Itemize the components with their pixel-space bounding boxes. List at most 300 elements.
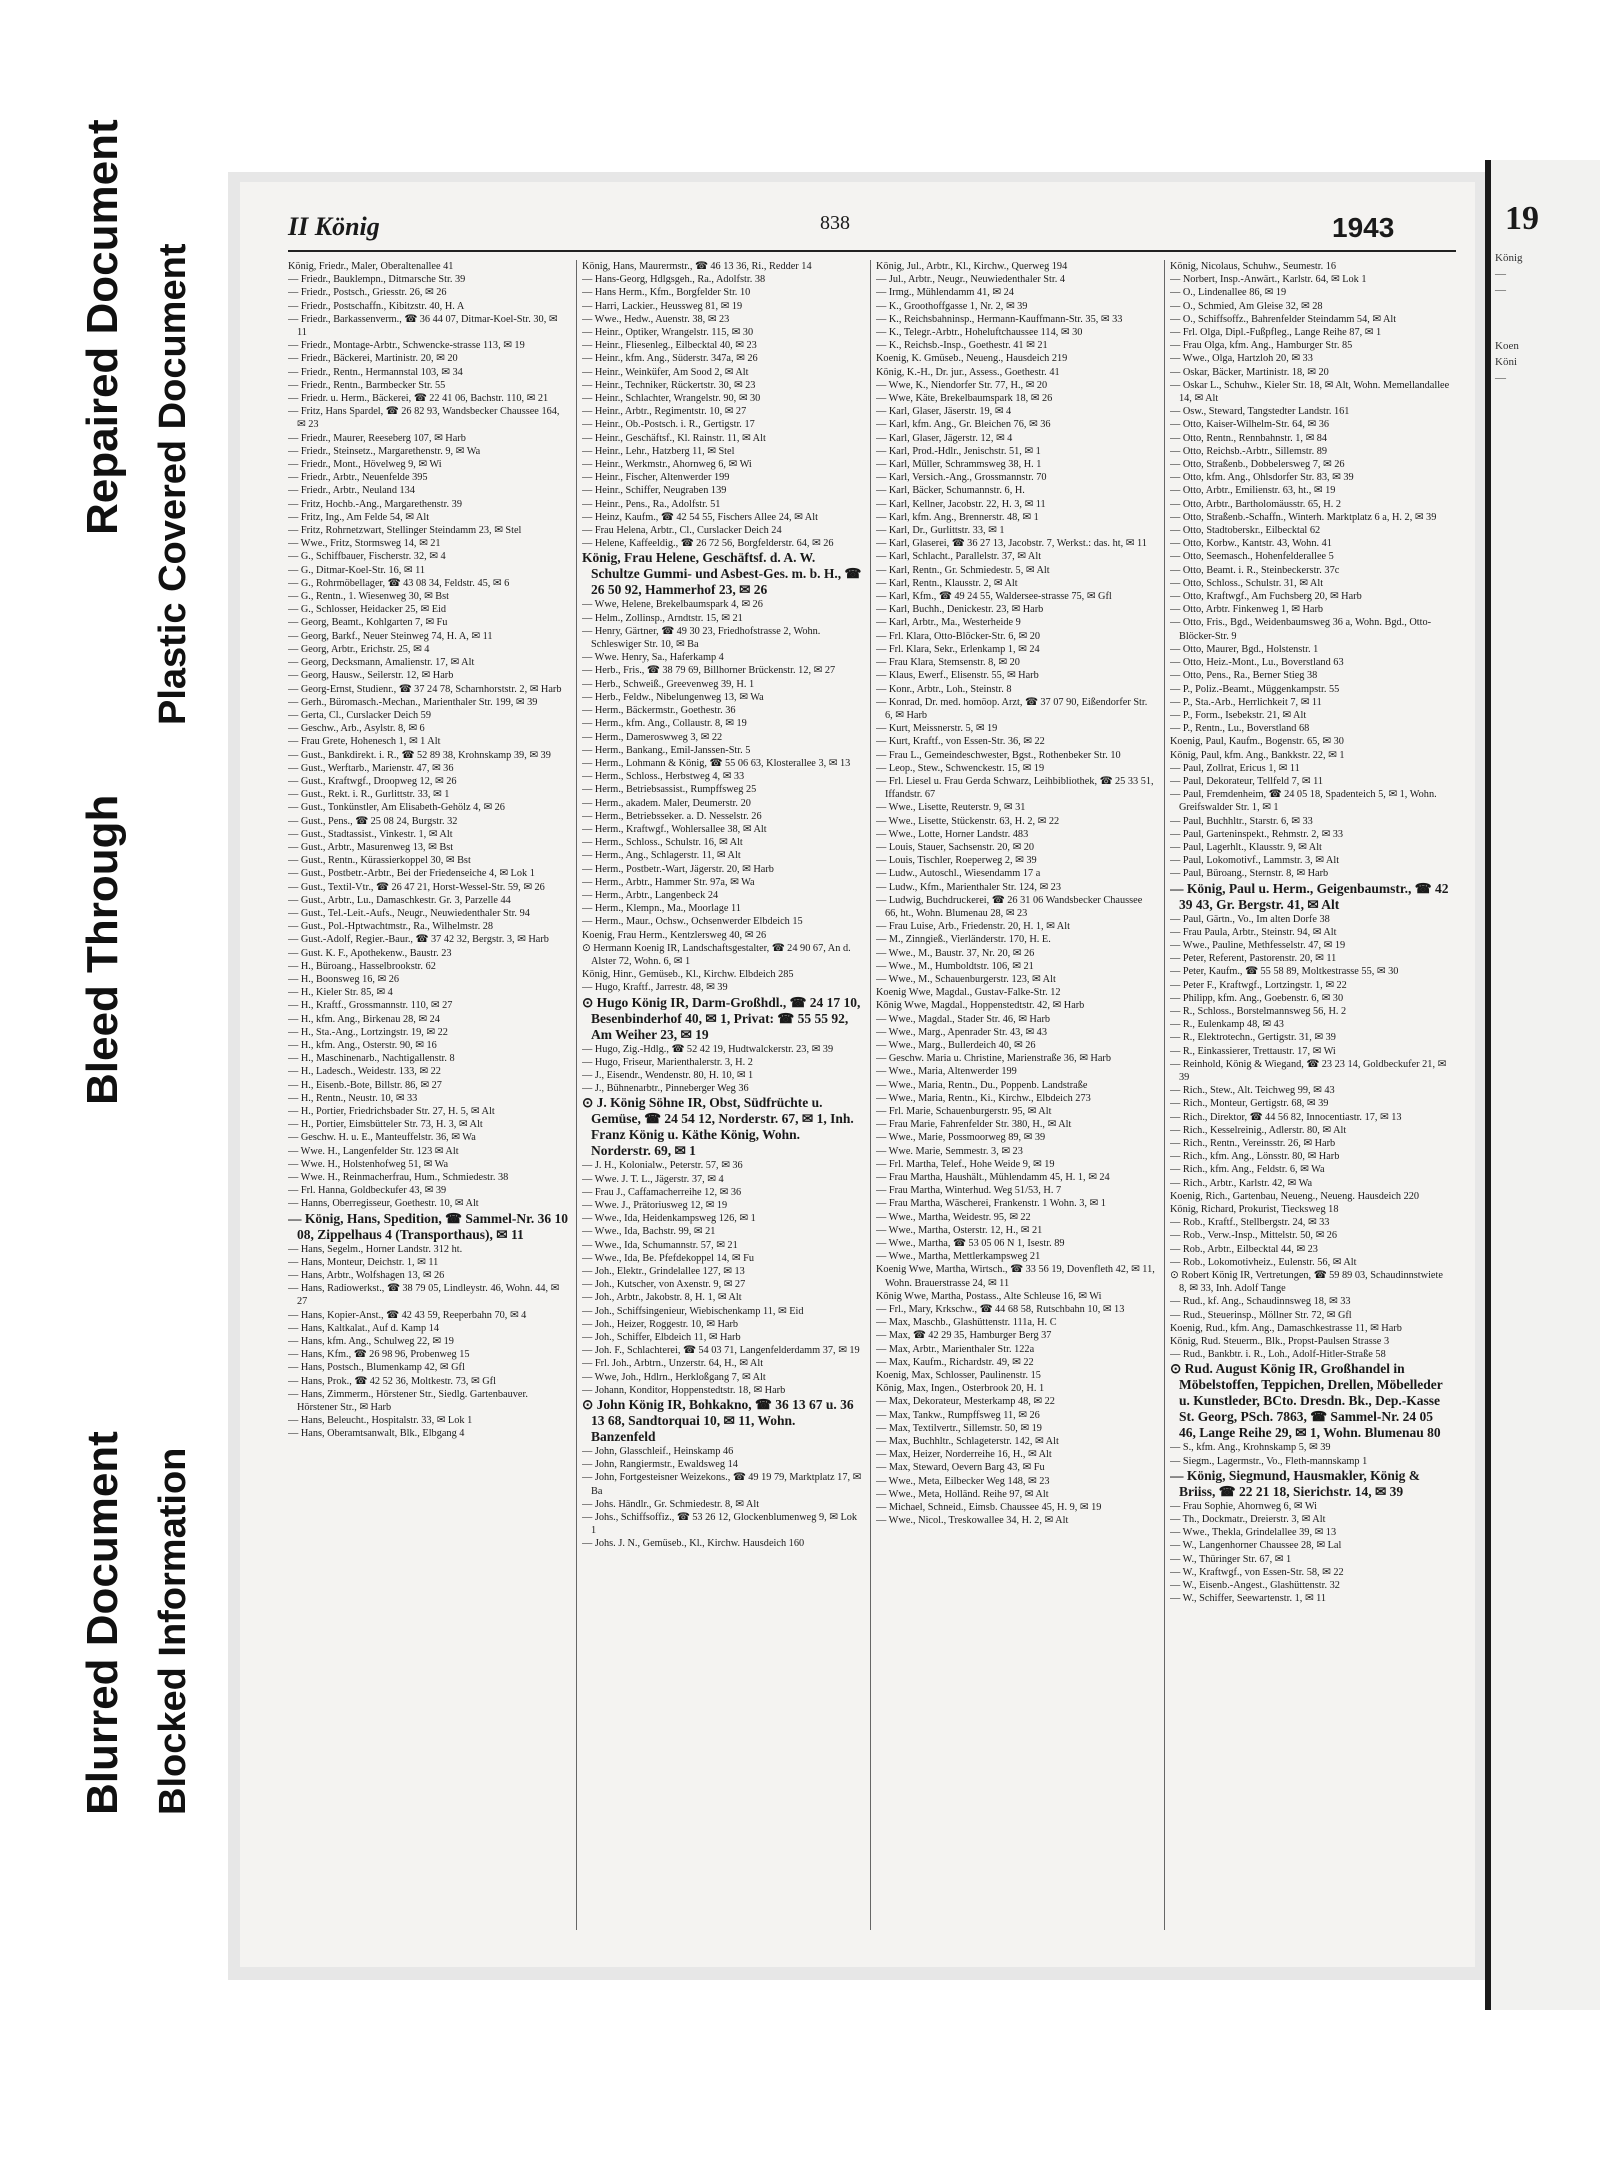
adjacent-page-word: —: [1495, 372, 1506, 384]
directory-entry: — G., Ditmar-Koel-Str. 16, ✉ 11: [288, 564, 426, 576]
directory-entry: — Karl, Buchh., Denickestr. 23, ✉ Harb: [876, 604, 1044, 616]
directory-entry: — Friedr., Mont., Hövelweg 9, ✉ Wi: [288, 459, 442, 471]
directory-entry: — Rob., Verw.-Insp., Mittelstr. 50, ✉ 26: [1170, 1230, 1338, 1242]
directory-entry: — Wwe., Thekla, Grindelallee 39, ✉ 13: [1170, 1527, 1337, 1539]
directory-entry: — H., Kieler Str. 85, ✉ 4: [288, 987, 393, 999]
directory-entry: — Karl, Versich.-Ang., Grossmannstr. 70: [876, 472, 1047, 484]
directory-entry: — Louis, Stauer, Sachsenstr. 20, ✉ 20: [876, 841, 1035, 853]
directory-entry: — Frau Luise, Arb., Friedenstr. 20, H. 1, ✉ Alt: [876, 921, 1070, 933]
directory-entry: — Wwe., M., Humboldtstr. 106, ✉ 21: [876, 960, 1034, 972]
directory-entry: — H., Rentn., Neustr. 10, ✉ 33: [288, 1092, 418, 1104]
directory-entry: — Gust. K. F., Apothekenw., Baustr. 23: [288, 947, 452, 959]
directory-entry: — Wwe., Marie, Possmoorweg 89, ✉ 39: [876, 1132, 1046, 1144]
directory-entry: — R., Einkassierer, Trettaustr. 17, ✉ Wi: [1170, 1045, 1336, 1057]
directory-entry: König, Hinr., Gemüseb., Kl., Kirchw. Elbdeich 285: [582, 969, 794, 981]
directory-entry: — Rich., Direktor, ☎ 44 56 82, Innocentiastr. 17, ✉ 13: [1170, 1111, 1402, 1123]
directory-entry: — Georg-Ernst, Studienr., ☎ 37 24 78, Scharnhorststr. 2, ✉ Harb: [288, 683, 562, 695]
directory-entry: — H., Maschinenarb., Nachtigallenstr. 8: [288, 1053, 455, 1065]
directory-entry: — Hugo, Kraftf., Jarrestr. 48, ✉ 39: [582, 982, 728, 994]
directory-entry: — Wwe., Ida, Schumannstr. 57, ✉ 21: [582, 1239, 738, 1251]
directory-entry: — Heinr., Schiffer, Neugraben 139: [582, 485, 727, 497]
directory-entry: — König, Hans, Spedition, ☎ Sammel-Nr. 36 10 08, Zippelhaus 4 (Transporthaus), ✉ 11: [288, 1210, 568, 1242]
directory-entry: — Friedr., Maurer, Reeseberg 107, ✉ Harb: [288, 432, 466, 444]
directory-entry: — Paul, Büroang., Sternstr. 8, ✉ Harb: [1170, 868, 1329, 880]
directory-entry: — Gust., Rekt. i. R., Gurlittstr. 33, ✉ 1: [288, 789, 450, 801]
directory-entry: — S., kfm. Ang., Krohnskamp 5, ✉ 39: [1170, 1442, 1331, 1454]
label-blocked-information: Blocked Information: [152, 1447, 194, 1815]
directory-entry: — Kurt, Meissnerstr. 5, ✉ 19: [876, 723, 998, 735]
directory-entry: — Paul, Lokomotivf., Lammstr. 3, ✉ Alt: [1170, 855, 1340, 867]
directory-entry: — Wwe., Olga, Hartzloh 20, ✉ 33: [1170, 353, 1313, 365]
directory-entry: — Wwe., Martha, Weidestr. 95, ✉ 22: [876, 1211, 1031, 1223]
directory-entry: — K., Reichsbahninsp., Hermann-Kauffmann-Str. 35, ✉ 33: [876, 313, 1123, 325]
directory-entry: — Frau Klara, Stemsenstr. 8, ✉ 20: [876, 657, 1020, 669]
directory-entry: — Wwe. J. T. L., Jägerstr. 37, ✉ 4: [582, 1173, 724, 1185]
directory-entry: — Joh., Schiffsingenieur, Wiebischenkamp 11, ✉ Eid: [582, 1305, 804, 1317]
directory-entry: Koenig Wwe, Magdal., Gustav-Falke-Str. 12: [876, 987, 1061, 999]
directory-entry: König, Friedr., Maler, Oberaltenallee 41: [288, 261, 454, 272]
directory-entry: — Wwe., Pauline, Methfesselstr. 47, ✉ 19: [1170, 939, 1346, 951]
directory-entry: König Wwe, Martha, Postass., Alte Schleuse 16, ✉ Wi: [876, 1290, 1102, 1302]
directory-entry: — Osw., Steward, Tangstedter Landstr. 161: [1170, 406, 1350, 418]
directory-entry: — Karl, Dr., Gurlittstr. 33, ✉ 1: [876, 525, 1005, 537]
adjacent-page-word: König: [1495, 252, 1523, 264]
column-1: [288, 260, 569, 1940]
directory-entry: — Hans, Kopier-Anst., ☎ 42 43 59, Reeperbahn 70, ✉ 4: [288, 1309, 527, 1321]
directory-entry: — Rob., Arbtr., Eilbecktal 44, ✉ 23: [1170, 1243, 1318, 1255]
directory-entry: — Wwe. J., Prätoriusweg 12, ✉ 19: [582, 1199, 728, 1211]
directory-entry: — Kurt, Kraftf., von Essen-Str. 36, ✉ 22: [876, 736, 1045, 748]
column-divider: [1164, 260, 1165, 1930]
directory-entry: — Hans, Postsch., Blumenkamp 42, ✉ Gfl: [288, 1362, 465, 1374]
directory-entry: ⊙ Robert König IR, Vertretungen, ☎ 59 89 03, Schaudinnstwiete 8, ✉ 33, Inh. Adolf Tange: [1170, 1270, 1443, 1295]
directory-entry: — Wwe., Hedw., Auenstr. 38, ✉ 23: [582, 313, 730, 325]
directory-entry: — Wwe., Meta, Holländ. Reihe 97, ✉ Alt: [876, 1488, 1049, 1500]
directory-entry: — Johs. J. N., Gemüseb., Kl., Kirchw. Hausdeich 160: [582, 1538, 805, 1550]
directory-entry: — Georg, Barkf., Neuer Steinweg 74, H. A, ✉ 11: [288, 630, 493, 642]
directory-entry: — Otto, Beamt. i. R., Steinbeckerstr. 37c: [1170, 564, 1340, 576]
column-4: [1170, 260, 1451, 1940]
directory-entry: — Hans, Arbtr., Wolfshagen 13, ✉ 26: [288, 1270, 445, 1282]
directory-entry: — Hans, Prok., ☎ 42 52 36, Moltkestr. 73, ✉ Gfl: [288, 1375, 496, 1387]
directory-entry: — Gust., Tonkünstler, Am Elisabeth-Gehölz 4, ✉ 26: [288, 802, 505, 814]
directory-entry: — Siegm., Lagermstr., Vo., Fleth-mannskamp 1: [1170, 1455, 1368, 1467]
directory-entry: — Herm., akadem. Maler, Deumerstr. 20: [582, 797, 751, 809]
directory-entry: — Wwe., Ida, Heidenkampsweg 126, ✉ 1: [582, 1213, 756, 1225]
directory-entry: — Georg, Arbtr., Erichstr. 25, ✉ 4: [288, 643, 430, 655]
directory-entry: — Fritz, Hans Spardel, ☎ 26 82 93, Wandsbecker Chaussee 164, ✉ 23: [288, 406, 560, 431]
directory-entry: ⊙ Hugo König IR, Darm-Großhdl., ☎ 24 17 10, Besenbinderhof 40, ✉ 1, Privat: ☎ 55 55 92, Am Weiher 23, ✉ 19: [582, 994, 861, 1042]
directory-entry: — Herm., Maur., Ochsw., Ochsenwerder Elbdeich 15: [582, 916, 803, 928]
directory-entry: — Wwe, Helene, Brekelbaumspark 4, ✉ 26: [582, 599, 763, 611]
directory-entry: — Klaus, Ewerf., Elisenstr. 55, ✉ Harb: [876, 670, 1039, 682]
directory-entry: — H., kfm. Ang., Osterstr. 90, ✉ 16: [288, 1039, 437, 1051]
directory-entry: — Gust., Arbtr., Lu., Damaschkestr. Gr. 3, Parzelle 44: [288, 894, 511, 906]
directory-entry: — H., Kraftf., Grossmannstr. 110, ✉ 27: [288, 1000, 453, 1012]
directory-entry: — Frau J., Caffamacherreihe 12, ✉ 36: [582, 1186, 742, 1198]
directory-entry: — Friedr., Postschaffn., Kibitzstr. 40, H. A: [288, 300, 465, 312]
adjacent-page-word: Köni: [1495, 356, 1517, 368]
directory-entry: — Rich., Arbtr., Karlstr. 42, ✉ Wa: [1170, 1177, 1313, 1189]
directory-entry: — Johann, Konditor, Hoppenstedtstr. 18, ✉ Harb: [582, 1384, 786, 1396]
directory-entry: — O., Schiffsoffz., Bahrenfelder Steindamm 54, ✉ Alt: [1170, 313, 1397, 325]
directory-entry: — Friedr., Rentn., Hermannstal 103, ✉ 34: [288, 366, 463, 378]
directory-entry: — Wwe. Marie, Semmestr. 3, ✉ 23: [876, 1145, 1023, 1157]
directory-entry: — Th., Dockmatr., Dreierstr. 3, ✉ Alt: [1170, 1514, 1326, 1526]
directory-entry: — Max, Dekorateur, Mesterkamp 48, ✉ 22: [876, 1396, 1055, 1408]
directory-entry: — Wwe., Ida, Bachstr. 99, ✉ 21: [582, 1226, 716, 1238]
directory-entry: — Fritz, Rohrnetzwart, Stellinger Steindamm 23, ✉ Stel: [288, 525, 522, 537]
directory-entry: ⊙ Rud. August König IR, Großhandel in Möbelstoffen, Teppichen, Drellen, Möbelleder u. Kunstleder, BCto. Dresdn. Bk., Dep.-Kasse St. Georg, PSch. 7863, ☎ Sammel-Nr. 24 05 46, Lange Reihe 29, ✉ 1, Wohn. Blumenau 80: [1170, 1361, 1443, 1441]
directory-entry: — Herm., Bäckermstr., Goethestr. 36: [582, 705, 736, 717]
directory-entry: — Otto, Korbw., Kantstr. 43, Wohn. 41: [1170, 538, 1332, 550]
directory-entry: — W., Schiffer, Seewartenstr. 1, ✉ 11: [1170, 1593, 1327, 1605]
directory-entry: — P., Sta.-Arb., Herrlichkeit 7, ✉ 11: [1170, 696, 1322, 708]
directory-entry: — R., Schloss., Borstelmannsweg 56, H. 2: [1170, 1005, 1347, 1017]
directory-entry: — Ludw., Kfm., Marienthaler Str. 124, ✉ 23: [876, 881, 1061, 893]
directory-entry: — Geschw. Maria u. Christine, Marienstraße 36, ✉ Harb: [876, 1053, 1112, 1065]
directory-entry: — Hans, Oberamtsanwalt, Blk., Elbgang 4: [288, 1428, 465, 1440]
adjacent-page-year-fragment: 19: [1505, 200, 1539, 237]
directory-entry: — Wwe., Martha, ☎ 53 05 06 N 1, Isestr. 89: [876, 1238, 1065, 1250]
directory-entry: — G., Rohrmöbellager, ☎ 43 08 34, Feldstr. 45, ✉ 6: [288, 577, 510, 589]
directory-entry: — Karl, Müller, Schrammsweg 38, H. 1: [876, 459, 1042, 471]
directory-entry: — Otto, Kraftwgf., Am Fuchsberg 20, ✉ Harb: [1170, 591, 1362, 603]
directory-entry: — Otto, Rentn., Rennbahnstr. 1, ✉ 84: [1170, 432, 1328, 444]
directory-entry: — Friedr., Montage-Arbtr., Schwencke-strasse 113, ✉ 19: [288, 340, 525, 352]
directory-entry: — Paul, Lagerhlt., Klausstr. 9, ✉ Alt: [1170, 841, 1322, 853]
directory-entry: — W., Kraftwgf., von Essen-Str. 58, ✉ 22: [1170, 1566, 1344, 1578]
directory-entry: — K., Telegr.-Arbtr., Hoheluftchaussee 114, ✉ 30: [876, 327, 1083, 339]
directory-entry: — Reinhold, König & Wiegand, ☎ 23 23 14, Goldbeckufer 21, ✉ 39: [1170, 1058, 1447, 1083]
directory-entry: Koenig, Rich., Gartenbau, Neueng., Neueng. Hausdeich 220: [1170, 1190, 1420, 1202]
directory-entry: — Henry, Gärtner, ☎ 49 30 23, Friedhofstrasse 2, Wohn. Schleswiger Str. 10, ✉ Ba: [582, 625, 821, 651]
directory-entry: — Rich., kfm. Ang., Lönsstr. 80, ✉ Harb: [1170, 1151, 1340, 1163]
directory-entry: — Irmg., Mühlendamm 41, ✉ 24: [876, 287, 1014, 299]
directory-entry: — Frl. Klara, Otto-Blöcker-Str. 6, ✉ 20: [876, 630, 1040, 642]
directory-entry: — Otto, Stadtoberskr., Eilbecktal 62: [1170, 525, 1321, 537]
directory-entry: — Johs., Schiffsoffiz., ☎ 53 26 12, Glockenblumenweg 9, ✉ Lok 1: [582, 1512, 858, 1537]
directory-entry: — Herm., Klempn., Ma., Moorlage 11: [582, 903, 741, 915]
directory-entry: — Herb., Fris., ☎ 38 79 69, Billhorner Brückenstr. 12, ✉ 27: [582, 665, 836, 677]
directory-entry: — Paul, Dekorateur, Tellfeld 7, ✉ 11: [1170, 775, 1324, 787]
directory-entry: — Wwe., Marg., Bullerdeich 40, ✉ 26: [876, 1039, 1036, 1051]
directory-entry: — Frl. Hanna, Goldbeckufer 43, ✉ 39: [288, 1185, 447, 1197]
directory-entry: — Friedr., Steinsetz., Margarethenstr. 9, ✉ Wa: [288, 445, 481, 457]
directory-entry: — Louis, Tischler, Roeperweg 2, ✉ 39: [876, 855, 1037, 867]
directory-entry: — Hans Herm., Kfm., Borgfelder Str. 10: [582, 287, 751, 299]
directory-entry: — Wwe., Martha, Osterstr. 12, H., ✉ 21: [876, 1224, 1043, 1236]
directory-entry: — H., Portier, Friedrichsbader Str. 27, H. 5, ✉ Alt: [288, 1106, 495, 1117]
directory-entry: — H., Eisenb.-Bote, Billstr. 86, ✉ 27: [288, 1079, 442, 1091]
directory-entry: — Herm., Kraftwgf., Wohlersallee 38, ✉ Alt: [582, 823, 767, 835]
directory-entry: — Hugo, Zig.-Hdlg., ☎ 52 42 19, Hudtwalckerstr. 23, ✉ 39: [582, 1043, 834, 1055]
directory-entry: — Max, Maschb., Glashüttenstr. 111a, H. C: [876, 1317, 1057, 1329]
directory-entry: — Hans, kfm. Ang., Schulweg 22, ✉ 19: [288, 1336, 454, 1348]
directory-entry: — Hans, Kaltkalat., Auf d. Kamp 14: [288, 1322, 439, 1334]
directory-entry: — R., Eulenkamp 48, ✉ 43: [1170, 1019, 1284, 1031]
directory-entry: — Otto, Heiz.-Mont., Lu., Boverstland 63: [1170, 657, 1344, 669]
directory-entry: — Joh., Kutscher, von Axenstr. 9, ✉ 27: [582, 1279, 746, 1291]
directory-entry: — Paul, Fremdenheim, ☎ 24 05 18, Spadenteich 5, ✉ 1, Wohn. Greifswalder Str. 1, ✉ 1: [1170, 789, 1437, 814]
directory-entry: — Gust., Postbetr.-Arbtr., Bei der Friedenseiche 4, ✉ Lok 1: [288, 868, 535, 880]
column-divider: [576, 260, 577, 1930]
page-number: 838: [820, 212, 850, 234]
directory-entry: — Frau Paula, Arbtr., Steinstr. 94, ✉ Alt: [1170, 926, 1337, 938]
directory-entry: — Otto, Maurer, Bgd., Holstenstr. 1: [1170, 643, 1319, 655]
directory-entry: — Karl, Kellner, Jacobstr. 22, H. 3, ✉ 11: [876, 498, 1046, 510]
page-edge: [1485, 160, 1491, 2010]
directory-entry: — J. H., Kolonialw., Peterstr. 57, ✉ 36: [582, 1160, 743, 1172]
directory-entry: Koenig, K. Gmüseb., Neueng., Hausdeich 219: [876, 353, 1068, 365]
directory-entry: — Rich., Kesselreinig., Adlerstr. 80, ✉ Alt: [1170, 1124, 1347, 1136]
column-3: [876, 260, 1157, 1940]
directory-entry: — Max, Heizer, Norderreihe 16, H., ✉ Alt: [876, 1449, 1052, 1461]
directory-entry: — Oskar L., Schuhw., Kieler Str. 18, ✉ Alt, Wohn. Memellandallee 14, ✉ Alt: [1170, 379, 1450, 405]
directory-entry: — Friedr., Rentn., Barmbecker Str. 55: [288, 379, 446, 391]
directory-entry: — Frau Olga, kfm. Ang., Hamburger Str. 85: [1170, 340, 1353, 352]
directory-entry: — Heinr., Fischer, Altenwerder 199: [582, 472, 730, 484]
directory-entry: — Gust., Pol.-Hptwachtmstr., Ra., Wilhelmstr. 28: [288, 921, 494, 933]
directory-entry: — Ludw., Autoschl., Wiesendamm 17 a: [876, 868, 1041, 880]
directory-entry: — Frl. Olga, Dipl.-Fußpfleg., Lange Reihe 87, ✉ 1: [1170, 327, 1382, 339]
directory-entry: — Frau Martha, Winterhud. Weg 51/53, H. 7: [876, 1185, 1062, 1197]
adjacent-page-word: —: [1495, 268, 1506, 280]
directory-entry: König, Paul, kfm. Ang., Bankkstr. 22, ✉ 1: [1170, 749, 1345, 761]
directory-entry: — Peter, Referent, Pastorenstr. 20, ✉ 11: [1170, 953, 1337, 965]
directory-entry: — Rud., Steuerinsp., Möllner Str. 72, ✉ Gfl: [1170, 1309, 1352, 1321]
directory-entry: — Frau L., Gemeindeschwester, Bgst., Rothenbeker Str. 10: [876, 749, 1121, 761]
directory-entry: — Paul, Garteninspekt., Rehmstr. 2, ✉ 33: [1170, 828, 1344, 840]
directory-entry: — Joh., Elektr., Grindelallee 127, ✉ 13: [582, 1266, 745, 1277]
directory-entry: — Karl, Rentn., Klausstr. 2, ✉ Alt: [876, 577, 1018, 589]
directory-entry: — Rob., Lokomotivheiz., Eulenstr. 56, ✉ Alt: [1170, 1256, 1357, 1268]
directory-entry: — Gust., Bankdirekt. i. R., ☎ 52 89 38, Krohnskamp 39, ✉ 39: [288, 749, 551, 761]
directory-entry: — Heinr., kfm. Ang., Süderstr. 347a, ✉ 26: [582, 353, 758, 365]
directory-entry: — Wwe., Meta, Eilbecker Weg 148, ✉ 23: [876, 1475, 1050, 1487]
directory-entry: — Wwe, K., Niendorfer Str. 77, H., ✉ 20: [876, 379, 1048, 391]
label-plastic-covered-document: Plastic Covered Document: [152, 243, 194, 725]
directory-entry: — Otto, Straßenb.-Schaffn., Winterh. Marktplatz 6 a, H. 2, ✉ 39: [1170, 511, 1437, 523]
directory-entry: — Otto, Kaiser-Wilhelm-Str. 64, ✉ 36: [1170, 419, 1330, 431]
directory-entry: — Max, Buchhltr., Schlageterstr. 142, ✉ Alt: [876, 1436, 1059, 1448]
directory-entry: — Heinr., Geschäftsf., Kl. Rainstr. 11, ✉ Alt: [582, 432, 766, 444]
directory-entry: König, Frau Helene, Geschäftsf. d. A. W. Schultze Gummi- und Asbest-Ges. m. b. H., ☎ 26 50 92, Hammerhof 23, ✉ 26: [582, 550, 862, 598]
directory-entry: — P., Poliz.-Beamt., Müggenkampstr. 55: [1170, 683, 1340, 695]
directory-entry: — Karl, Glaserei, ☎ 36 27 13, Jacobstr. 7, Werkst.: das. ht, ✉ 11: [876, 538, 1147, 550]
directory-entry: — Heinr., Pens., Ra., Adolfstr. 51: [582, 498, 721, 510]
directory-entry: — Wwe, Käte, Brekelbaumspark 18, ✉ 26: [876, 393, 1053, 405]
directory-entry: — Herm., kfm. Ang., Collaustr. 8, ✉ 19: [582, 718, 747, 730]
directory-entry: — H., kfm. Ang., Birkenau 28, ✉ 24: [288, 1013, 440, 1025]
directory-entry: — Frl., Mary, Krkschw., ☎ 44 68 58, Rutschbahn 10, ✉ 13: [876, 1304, 1125, 1316]
directory-entry: — Otto, Schloss., Schulstr. 31, ✉ Alt: [1170, 577, 1324, 589]
directory-entry: — Wwe., Lisette, Stückenstr. 63, H. 2, ✉ 22: [876, 815, 1060, 827]
directory-entry: — Max, Tankw., Rumpffsweg 11, ✉ 26: [876, 1409, 1040, 1421]
directory-entry: — G., Schlosser, Heidacker 25, ✉ Eid: [288, 604, 447, 616]
directory-entry: — Harri, Lackier., Heussweg 81, ✉ 19: [582, 300, 743, 312]
directory-entry: König, Hans, Maurermstr., ☎ 46 13 36, Ri., Redder 14: [582, 261, 812, 272]
directory-entry: König, Nicolaus, Schuhw., Seumestr. 16: [1170, 261, 1337, 272]
directory-entry: — Hugo, Friseur, Marienthalerstr. 3, H. 2: [582, 1056, 753, 1068]
directory-entry: — Fritz, Ing., Am Felde 54, ✉ Alt: [288, 511, 430, 523]
directory-entry: — Wwe. Henry, Sa., Haferkamp 4: [582, 652, 724, 664]
column-2: [582, 260, 863, 1940]
directory-entry: — Heinr., Weinküfer, Am Sood 2, ✉ Alt: [582, 366, 749, 378]
directory-entry: — Frau Grete, Hohenesch 1, ✉ 1 Alt: [288, 736, 441, 748]
directory-entry: — Friedr., Arbtr., Neuenfelde 395: [288, 472, 428, 484]
directory-entry: — W., Langenhorner Chaussee 28, ✉ Lal: [1170, 1540, 1342, 1552]
directory-entry: — Rud., Bankbtr. i. R., Loh., Adolf-Hitler-Straße 58: [1170, 1349, 1386, 1361]
directory-entry: — Otto, Reichsb.-Arbtr., Sillemstr. 89: [1170, 445, 1328, 457]
directory-entry: — Philipp, kfm. Ang., Goebenstr. 6, ✉ 30: [1170, 992, 1344, 1004]
directory-entry: — Gust., Werftarb., Marienstr. 47, ✉ 36: [288, 762, 454, 774]
directory-entry: — Wwe., M., Baustr. 37, Nr. 20, ✉ 26: [876, 947, 1035, 959]
directory-entry: — Oskar, Bäcker, Martinistr. 18, ✉ 20: [1170, 366, 1329, 378]
directory-entry: — Helm., Zollinsp., Arndtstr. 15, ✉ 21: [582, 612, 743, 624]
directory-entry: — Heinr., Optiker, Wrangelstr. 115, ✉ 30: [582, 327, 754, 339]
directory-entry: — Rob., Kraftf., Stellbergstr. 24, ✉ 33: [1170, 1217, 1330, 1229]
directory-entry: — Heinr., Lehr., Hatzberg 11, ✉ Stel: [582, 445, 735, 457]
directory-entry: Koenig, Max, Schlosser, Paulinenstr. 15: [876, 1370, 1041, 1382]
directory-entry: — Gerta, Cl., Curslacker Deich 59: [288, 709, 431, 721]
directory-entry: — Wwe., Lisette, Reuterstr. 9, ✉ 31: [876, 802, 1026, 814]
directory-entry: — Herm., Lohmann & König, ☎ 55 06 63, Klosterallee 3, ✉ 13: [582, 757, 851, 769]
directory-entry: — Frau Sophie, Ahornweg 6, ✉ Wi: [1170, 1500, 1318, 1512]
directory-entry: — Gust., Rentn., Kürassierkoppel 30, ✉ Bst: [288, 855, 471, 867]
directory-entry: — Wwe., Maria, Rentn., Ki., Kirchw., Elbdeich 273: [876, 1092, 1091, 1104]
directory-entry: — Rich., kfm. Ang., Feldstr. 6, ✉ Wa: [1170, 1164, 1325, 1176]
directory-entry: — Karl, Glaser, Jäserstr. 19, ✉ 4: [876, 406, 1012, 418]
directory-entry: — Rich., Monteur, Gertigstr. 68, ✉ 39: [1170, 1098, 1329, 1110]
directory-entry: König, Max, Ingen., Osterbrook 20, H. 1: [876, 1383, 1045, 1395]
directory-entry: — Frl. Martha, Telef., Hohe Weide 9, ✉ 19: [876, 1158, 1055, 1170]
directory-entry: — Michael, Schneid., Eimsb. Chaussee 45, H. 9, ✉ 19: [876, 1502, 1102, 1514]
directory-entry: — Heinr., Arbtr., Regimentstr. 10, ✉ 27: [582, 406, 747, 418]
directory-entry: — M., Zinngieß., Vierländerstr. 170, H. E.: [876, 934, 1051, 946]
directory-entry: — W., Thüringer Str. 67, ✉ 1: [1170, 1553, 1292, 1565]
directory-entry: — H., Ladesch., Weidestr. 133, ✉ 22: [288, 1066, 441, 1078]
directory-entry: — Herm., Arbtr., Hammer Str. 97a, ✉ Wa: [582, 876, 755, 888]
directory-entry: — Norbert, Insp.-Anwärt., Karlstr. 64, ✉ Lok 1: [1170, 274, 1367, 286]
directory-entry: — Heinr., Ob.-Postsch. i. R., Gertigstr. 17: [582, 419, 755, 431]
directory-entry: — H., Büroang., Hasselbrookstr. 62: [288, 960, 436, 972]
directory-entry: — Heinz, Kaufm., ☎ 42 54 55, Fischers Allee 24, ✉ Alt: [582, 511, 818, 523]
directory-entry: — Hans, Kfm., ☎ 26 98 96, Probenweg 15: [288, 1349, 470, 1361]
page-header-year: 1943: [1332, 212, 1395, 243]
directory-entry: — P., Form., Isebekstr. 21, ✉ Alt: [1170, 709, 1307, 721]
adjacent-page-fragment: [1485, 160, 1600, 2010]
directory-entry: — Herb., Feldw., Nibelungenweg 13, ✉ Wa: [582, 691, 764, 703]
directory-entry: — Rich., Rentn., Vereinsstr. 26, ✉ Harb: [1170, 1138, 1336, 1149]
directory-entry: — O., Lindenallee 86, ✉ 19: [1170, 287, 1287, 299]
directory-entry: — Herm., Betriebsassist., Rumpffsweg 25: [582, 784, 757, 796]
directory-entry: — H., Sta.-Ang., Lortzingstr. 19, ✉ 22: [288, 1026, 448, 1038]
page-header-left: II König: [288, 212, 380, 241]
directory-entry: — Gerh., Büromasch.-Mechan., Marienthaler Str. 199, ✉ 39: [288, 696, 538, 708]
directory-entry: — Herm., Postbetr.-Wart, Jägerstr. 20, ✉ Harb: [582, 863, 774, 875]
directory-entry: — Herm., Bankang., Emil-Janssen-Str. 5: [582, 744, 751, 756]
directory-entry: — R., Elektrotechn., Gertigstr. 31, ✉ 39: [1170, 1032, 1336, 1044]
directory-entry: — Hans, Beleucht., Hospitalstr. 33, ✉ Lok 1: [288, 1415, 473, 1427]
directory-entry: — Geschw., Arb., Asylstr. 8, ✉ 6: [288, 723, 425, 735]
directory-entry: — Gust., Stadtassist., Vinkestr. 1, ✉ Alt: [288, 828, 453, 840]
directory-entry: — Peter, Kaufm., ☎ 55 58 89, Moltkestrasse 55, ✉ 30: [1170, 966, 1399, 978]
directory-entry: — O., Schmied, Am Gleise 32, ✉ 28: [1170, 300, 1323, 312]
directory-entry: — Wwe., M., Schauenburgerstr. 123, ✉ Alt: [876, 973, 1056, 985]
directory-entry: — Otto, Straßenb., Dobbelersweg 7, ✉ 26: [1170, 459, 1345, 471]
directory-entry: — Otto, Arbtr. Finkenweg 1, ✉ Harb: [1170, 604, 1324, 616]
directory-entry: — Max, Textilvertr., Sillemstr. 50, ✉ 19: [876, 1422, 1042, 1434]
directory-entry: — Ludwig, Buchdruckerei, ☎ 26 31 06 Wandsbecker Chaussee 66, ht., Wohn. Blumenau 28, ✉ 23: [876, 894, 1143, 919]
directory-entry: — Gust., Kraftwgf., Droopweg 12, ✉ 26: [288, 775, 457, 787]
directory-entry: — Max, ☎ 42 29 35, Hamburger Berg 37: [876, 1330, 1052, 1342]
adjacent-page-word: Koen: [1495, 340, 1519, 352]
directory-entry: — Karl, Glaser, Jägerstr. 12, ✉ 4: [876, 432, 1013, 444]
directory-entry: — Friedr., Postsch., Griesstr. 26, ✉ 26: [288, 287, 447, 299]
directory-entry: — J., Bühnenarbtr., Pinneberger Weg 36: [582, 1083, 749, 1095]
directory-entry: König, K.-H., Dr. jur., Assess., Goethestr. 41: [876, 366, 1060, 378]
directory-entry: — Karl, Kfm., ☎ 49 24 55, Waldersee-strasse 75, ✉ Gfl: [876, 591, 1112, 603]
column-divider: [870, 260, 871, 1930]
directory-entry: — Georg, Decksmann, Amalienstr. 17, ✉ Alt: [288, 657, 475, 669]
directory-entry: — Karl, Rentn., Gr. Schmiedestr. 5, ✉ Alt: [876, 564, 1050, 576]
directory-entry: — Heinr., Fliesenleg., Eilbecktal 40, ✉ 23: [582, 340, 757, 352]
directory-entry: — Hans, Radiowerkst., ☎ 38 79 05, Lindleystr. 46, Wohn. 44, ✉ 27: [288, 1283, 560, 1308]
directory-entry: — Heinr., Techniker, Rückertstr. 30, ✉ 23: [582, 379, 756, 391]
directory-entry: — G., Rentn., 1. Wiesenweg 30, ✉ Bst: [288, 591, 450, 603]
directory-entry: — Joh., Heizer, Roggestr. 10, ✉ Harb: [582, 1318, 739, 1330]
directory-entry: — Gust.-Adolf, Regier.-Baur., ☎ 37 42 32, Bergstr. 3, ✉ Harb: [288, 934, 549, 946]
directory-entry: — Otto, Arbtr., Emilienstr. 63, ht., ✉ 19: [1170, 485, 1336, 497]
directory-entry: — Heinr., Schlachter, Wrangelstr. 90, ✉ 30: [582, 393, 761, 405]
label-blurred-document: Blurred Document: [78, 1431, 127, 1815]
directory-entry: — Wwe., Maria, Rentn., Du., Poppenb. Landstraße: [876, 1079, 1088, 1091]
directory-entry: — G., Schiffbauer, Fischerstr. 32, ✉ 4: [288, 551, 446, 563]
directory-entry: — John, Glasschleif., Heinskamp 46: [582, 1446, 734, 1458]
adjacent-page-word: —: [1495, 284, 1506, 296]
directory-entry: — Max, Kaufm., Richardstr. 49, ✉ 22: [876, 1356, 1034, 1368]
directory-entry: — K., Groothoffgasse 1, Nr. 2, ✉ 39: [876, 300, 1028, 312]
directory-entry: — Gust., Textil-Vtr., ☎ 26 47 21, Horst-Wessel-Str. 59, ✉ 26: [288, 881, 545, 893]
directory-entry: — Paul, Buchhltr., Starstr. 6, ✉ 33: [1170, 815, 1313, 827]
directory-entry: — König, Siegmund, Hausmakler, König & Briiss, ☎ 22 21 18, Sierichstr. 14, ✉ 39: [1170, 1467, 1421, 1499]
directory-entry: — Herm., Schloss., Herbstweg 4, ✉ 33: [582, 771, 745, 783]
directory-entry: — Peter F., Kraftwgf., Lortzingstr. 1, ✉ 22: [1170, 979, 1347, 991]
directory-entry: — Frl. Joh., Arbtrn., Unzerstr. 64, H., ✉ Alt: [582, 1358, 764, 1370]
directory-entry: — Max, Steward, Oevern Barg 43, ✉ Fu: [876, 1462, 1045, 1474]
directory-entry: — Hanns, Oberregisseur, Goethestr. 10, ✉ Alt: [288, 1198, 479, 1210]
directory-entry: — Johs. Händlr., Gr. Schmiedestr. 8, ✉ Alt: [582, 1498, 760, 1510]
directory-entry: — Helene, Kaffeeldig., ☎ 26 72 56, Borgfelderstr. 64, ✉ 26: [582, 538, 834, 550]
directory-entry: — Friedr., Bäckerei, Martinistr. 20, ✉ 20: [288, 353, 458, 365]
directory-entry: — Friedr., Arbtr., Neuland 134: [288, 485, 415, 497]
label-repaired-document: Repaired Document: [78, 119, 127, 535]
directory-entry: — Joh., Arbtr., Jakobstr. 8, H. 1, ✉ Alt: [582, 1292, 742, 1304]
directory-entry: König, Jul., Arbtr., Kl., Kirchw., Querweg 194: [876, 261, 1068, 272]
directory-entry: — Friedr. u. Herm., Bäckerei, ☎ 22 41 06, Bachstr. 110, ✉ 21: [288, 393, 549, 405]
directory-entry: — Karl, Arbtr., Ma., Westerheide 9: [876, 617, 1021, 629]
directory-entry: — Wwe., Magdal., Stader Str. 46, ✉ Harb: [876, 1013, 1051, 1025]
directory-entry: — Frl. Marie, Schauenburgerstr. 95, ✉ Alt: [876, 1106, 1052, 1117]
directory-entry: — J., Eisendr., Wendenstr. 80, H. 10, ✉ 1: [582, 1069, 754, 1081]
directory-entry: — John, Fortgesteisner Weizekons., ☎ 49 19 79, Marktplatz 17, ✉ Ba: [582, 1472, 862, 1497]
directory-entry: — Paul, Zollrat, Ericus 1, ✉ 11: [1170, 762, 1300, 774]
directory-entry: — Wwe., Lotte, Horner Landstr. 483: [876, 828, 1029, 840]
directory-entry: — Hans, Zimmerm., Hörstener Str., Siedlg. Gartenbauver. Hörstener Str., ✉ Harb: [288, 1388, 528, 1414]
directory-entry: ⊙ John König IR, Bohkakno, ☎ 36 13 67 u. 36 13 68, Sandtorquai 10, ✉ 11, Wohn. Banzenfeld: [582, 1397, 854, 1445]
directory-entry: — Karl, Schlacht., Parallelstr. 37, ✉ Alt: [876, 551, 1042, 563]
